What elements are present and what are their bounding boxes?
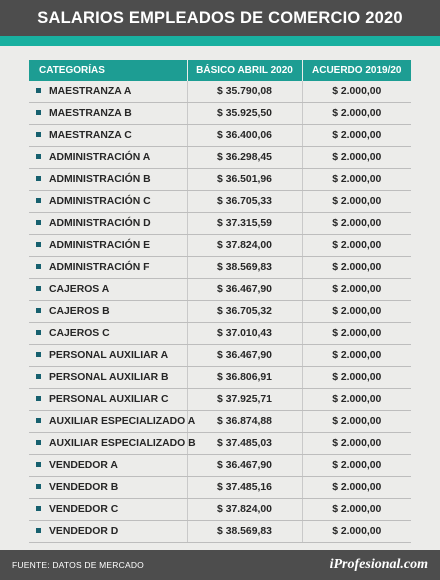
category-cell xyxy=(29,477,187,499)
table-row xyxy=(29,499,411,521)
basico-cell: $ 36.501,96 xyxy=(187,169,302,191)
category-cell xyxy=(29,257,187,279)
table-body xyxy=(29,81,411,543)
table-row xyxy=(29,125,411,147)
acuerdo-cell: $ 2.000,00 xyxy=(302,213,411,235)
square-bullet-icon xyxy=(36,396,41,401)
acuerdo-cell: $ 2.000,00 xyxy=(302,367,411,389)
category-label: CAJEROS B xyxy=(49,306,110,317)
table-row xyxy=(29,169,411,191)
category-label: CAJEROS C xyxy=(49,328,110,339)
category-label: PERSONAL AUXILIAR C xyxy=(49,394,169,405)
basico-cell: $ 35.790,08 xyxy=(187,81,302,103)
category-cell xyxy=(29,499,187,521)
square-bullet-icon xyxy=(36,462,41,467)
table-row xyxy=(29,345,411,367)
table-row xyxy=(29,81,411,103)
category-label: ADMINISTRACIÓN E xyxy=(49,240,151,251)
category-cell xyxy=(29,169,187,191)
acuerdo-cell: $ 2.000,00 xyxy=(302,125,411,147)
title-bar xyxy=(0,0,440,36)
basico-cell: $ 37.010,43 xyxy=(187,323,302,345)
category-label: VENDEDOR C xyxy=(49,504,119,515)
square-bullet-icon xyxy=(36,484,41,489)
category-cell xyxy=(29,389,187,411)
page-title: SALARIOS EMPLEADOS DE COMERCIO 2020 xyxy=(37,8,403,27)
column-header-acuerdo: ACUERDO 2019/20 xyxy=(302,60,411,81)
square-bullet-icon xyxy=(36,374,41,379)
acuerdo-cell: $ 2.000,00 xyxy=(302,279,411,301)
square-bullet-icon xyxy=(36,176,41,181)
salary-table xyxy=(29,60,411,543)
acuerdo-cell: $ 2.000,00 xyxy=(302,521,411,543)
table-row xyxy=(29,521,411,543)
square-bullet-icon xyxy=(36,308,41,313)
acuerdo-cell: $ 2.000,00 xyxy=(302,477,411,499)
square-bullet-icon xyxy=(36,286,41,291)
basico-cell: $ 36.874,88 xyxy=(187,411,302,433)
category-label: CAJEROS A xyxy=(49,284,110,295)
category-label: VENDEDOR D xyxy=(49,526,119,537)
column-header-basico: BÁSICO ABRIL 2020 xyxy=(187,60,302,81)
category-label: ADMINISTRACIÓN D xyxy=(49,218,151,229)
basico-cell: $ 38.569,83 xyxy=(187,521,302,543)
category-cell xyxy=(29,103,187,125)
acuerdo-cell: $ 2.000,00 xyxy=(302,323,411,345)
accent-stripe xyxy=(0,36,440,46)
basico-cell: $ 37.824,00 xyxy=(187,499,302,521)
table-row xyxy=(29,235,411,257)
category-label: ADMINISTRACIÓN C xyxy=(49,196,151,207)
category-cell xyxy=(29,279,187,301)
square-bullet-icon xyxy=(36,220,41,225)
category-cell xyxy=(29,521,187,543)
square-bullet-icon xyxy=(36,330,41,335)
category-cell xyxy=(29,411,196,433)
square-bullet-icon xyxy=(36,264,41,269)
footer xyxy=(0,550,440,580)
table-row xyxy=(29,411,411,433)
category-label: ADMINISTRACIÓN B xyxy=(49,174,151,185)
column-header-categorias: CATEGORÍAS xyxy=(29,60,187,81)
basico-cell: $ 36.467,90 xyxy=(187,345,302,367)
basico-cell: $ 38.569,83 xyxy=(187,257,302,279)
brand-logo: iProfesional.com xyxy=(329,557,428,572)
square-bullet-icon xyxy=(36,242,41,247)
basico-cell: $ 36.298,45 xyxy=(187,147,302,169)
category-label: VENDEDOR A xyxy=(49,460,118,471)
basico-cell: $ 37.925,71 xyxy=(187,389,302,411)
basico-cell: $ 37.824,00 xyxy=(187,235,302,257)
basico-cell: $ 37.485,16 xyxy=(187,477,302,499)
acuerdo-cell: $ 2.000,00 xyxy=(302,499,411,521)
table-row xyxy=(29,147,411,169)
category-label: PERSONAL AUXILIAR B xyxy=(49,372,169,383)
acuerdo-cell: $ 2.000,00 xyxy=(302,301,411,323)
acuerdo-cell: $ 2.000,00 xyxy=(302,389,411,411)
acuerdo-cell: $ 2.000,00 xyxy=(302,257,411,279)
table-row xyxy=(29,433,411,455)
square-bullet-icon xyxy=(36,506,41,511)
table-row xyxy=(29,103,411,125)
source-note: FUENTE: DATOS DE MERCADO xyxy=(12,560,144,570)
basico-cell: $ 37.315,59 xyxy=(187,213,302,235)
category-cell xyxy=(29,323,187,345)
table-row xyxy=(29,323,411,345)
category-label: ADMINISTRACIÓN A xyxy=(49,152,151,163)
acuerdo-cell: $ 2.000,00 xyxy=(302,411,411,433)
table-row xyxy=(29,257,411,279)
square-bullet-icon xyxy=(36,352,41,357)
square-bullet-icon xyxy=(36,132,41,137)
acuerdo-cell: $ 2.000,00 xyxy=(302,455,411,477)
category-label: PERSONAL AUXILIAR A xyxy=(49,350,169,361)
acuerdo-cell: $ 2.000,00 xyxy=(302,103,411,125)
category-cell xyxy=(29,301,187,323)
table-row xyxy=(29,301,411,323)
category-label: AUXILIAR ESPECIALIZADO B xyxy=(49,438,196,449)
square-bullet-icon xyxy=(36,440,41,445)
table-row xyxy=(29,455,411,477)
acuerdo-cell: $ 2.000,00 xyxy=(302,345,411,367)
category-cell xyxy=(29,81,187,103)
square-bullet-icon xyxy=(36,528,41,533)
acuerdo-cell: $ 2.000,00 xyxy=(302,433,411,455)
square-bullet-icon xyxy=(36,418,41,423)
table-row xyxy=(29,213,411,235)
table-row xyxy=(29,367,411,389)
basico-cell: $ 36.467,90 xyxy=(187,279,302,301)
square-bullet-icon xyxy=(36,110,41,115)
basico-cell: $ 36.467,90 xyxy=(187,455,302,477)
category-cell xyxy=(29,147,187,169)
category-label: ADMINISTRACIÓN F xyxy=(49,262,150,273)
category-label: AUXILIAR ESPECIALIZADO A xyxy=(49,416,196,427)
basico-cell: $ 37.485,03 xyxy=(187,433,302,455)
acuerdo-cell: $ 2.000,00 xyxy=(302,81,411,103)
category-cell xyxy=(29,191,187,213)
basico-cell: $ 35.925,50 xyxy=(187,103,302,125)
category-cell xyxy=(29,345,187,367)
acuerdo-cell: $ 2.000,00 xyxy=(302,169,411,191)
table-row xyxy=(29,477,411,499)
table-row xyxy=(29,389,411,411)
category-cell xyxy=(29,125,187,147)
category-label: MAESTRANZA C xyxy=(49,130,132,141)
basico-cell: $ 36.705,33 xyxy=(187,191,302,213)
category-label: VENDEDOR B xyxy=(49,482,119,493)
category-cell xyxy=(29,367,187,389)
table-row xyxy=(29,279,411,301)
square-bullet-icon xyxy=(36,198,41,203)
category-cell xyxy=(29,455,187,477)
acuerdo-cell: $ 2.000,00 xyxy=(302,191,411,213)
acuerdo-cell: $ 2.000,00 xyxy=(302,147,411,169)
category-label: MAESTRANZA B xyxy=(49,108,132,119)
category-cell xyxy=(29,235,187,257)
basico-cell: $ 36.806,91 xyxy=(187,367,302,389)
category-cell xyxy=(29,433,196,455)
category-cell xyxy=(29,213,187,235)
basico-cell: $ 36.705,32 xyxy=(187,301,302,323)
square-bullet-icon xyxy=(36,154,41,159)
category-label: MAESTRANZA A xyxy=(49,86,132,97)
table-header-row xyxy=(29,60,411,81)
table-row xyxy=(29,191,411,213)
acuerdo-cell: $ 2.000,00 xyxy=(302,235,411,257)
square-bullet-icon xyxy=(36,88,41,93)
basico-cell: $ 36.400,06 xyxy=(187,125,302,147)
